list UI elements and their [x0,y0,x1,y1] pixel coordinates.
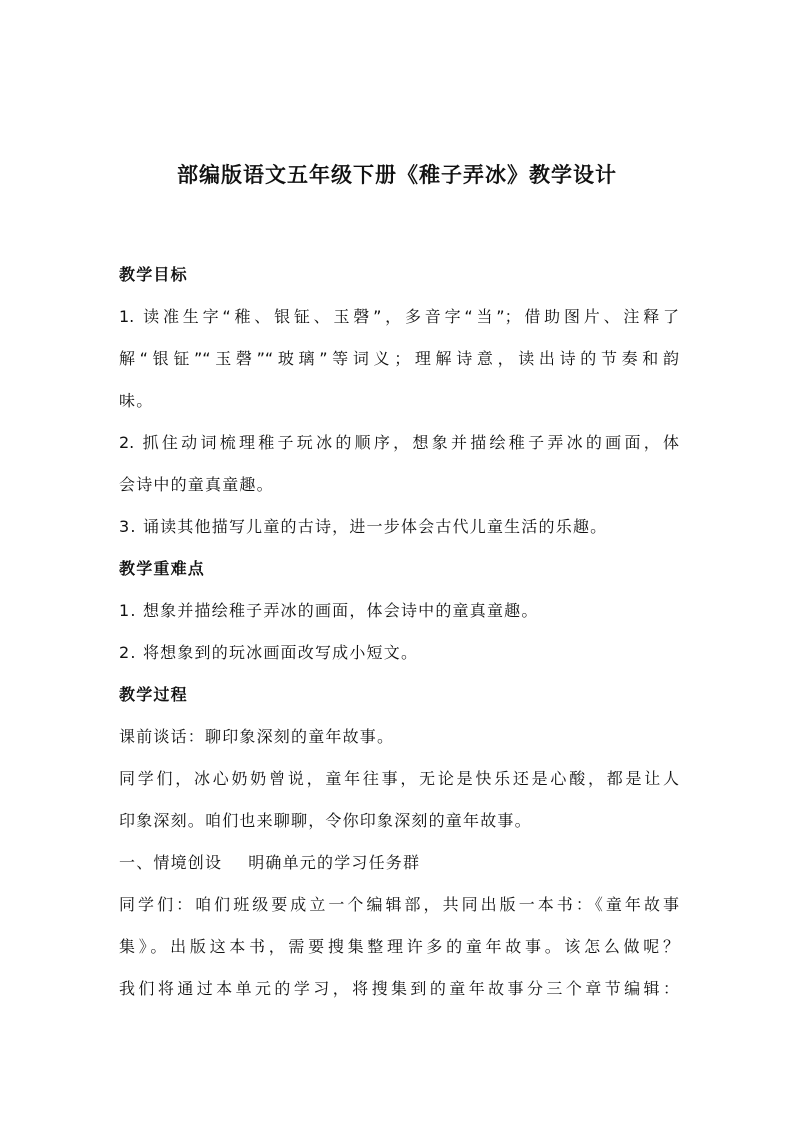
paragraph-line: 1. 想象并描绘稚子弄冰的画面，体会诗中的童真童趣。 [119,601,539,620]
paragraph-line: 2. 将想象到的玩冰画面改写成小短文。 [119,643,419,662]
paragraph-line: 味。 [119,391,154,410]
step-label: 一、情境创设 [119,853,223,872]
document-body [119,254,679,1010]
paragraph-line: 课前谈话：聊印象深刻的童年故事。 [119,727,395,746]
document-title: 部编版语文五年级下册《稚子弄冰》教学设计 [177,163,617,187]
paragraph-line: 印象深刻。咱们也来聊聊，令你印象深刻的童年故事。 [119,811,532,830]
paragraph-line: 解“银钲”“玉磬”“玻璃”等词义；理解诗意，读出诗的节奏和韵 [119,349,679,368]
paragraph-line: 我们将通过本单元的学习，将搜集到的童年故事分三个章节编辑： [119,979,679,998]
step-text: 明确单元的学习任务群 [248,853,421,872]
paragraph-line: 2. 抓住动词梳理稚子玩冰的顺序，想象并描绘稚子弄冰的画面，体 [119,433,679,452]
paragraph-line: 3. 诵读其他描写儿童的古诗，进一步体会古代儿童生活的乐趣。 [119,517,608,536]
paragraph-line: 1. 读准生字“稚、银钲、玉磬”，多音字“当”；借助图片、注释了 [119,307,679,326]
section-heading-objectives: 教学目标 [119,265,188,284]
step-heading-1 [119,842,679,884]
paragraph-line: 同学们：咱们班级要成立一个编辑部，共同出版一本书：《童年故事 [119,895,679,914]
section-heading-key-points: 教学重难点 [119,559,206,578]
section-heading-process: 教学过程 [119,685,188,704]
paragraph-line: 会诗中的童真童趣。 [119,475,274,494]
paragraph-line: 集》。出版这本书，需要搜集整理许多的童年故事。该怎么做呢？ [119,937,679,956]
paragraph-line: 同学们，冰心奶奶曾说，童年往事，无论是快乐还是心酸，都是让人 [119,769,679,788]
